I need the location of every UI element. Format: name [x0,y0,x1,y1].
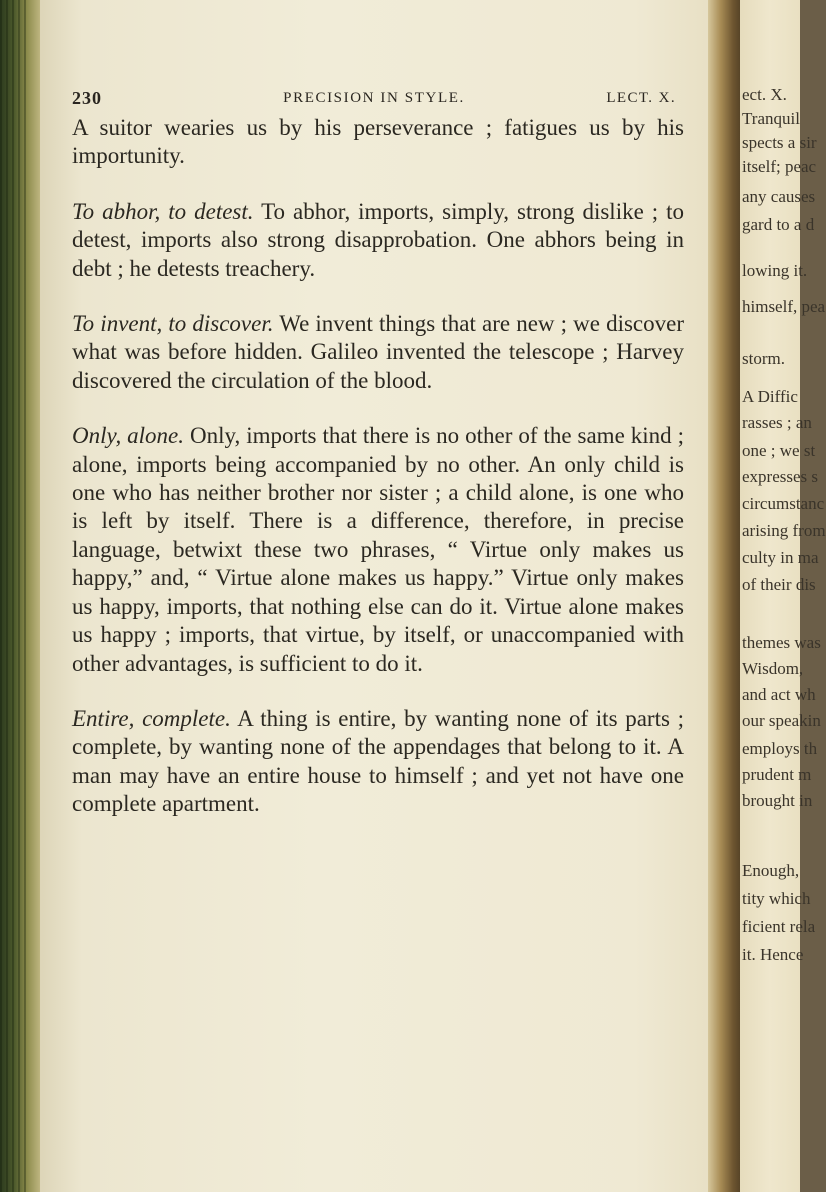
facing-fragment: rasses ; an [742,413,812,432]
facing-fragment: and act wh [742,685,816,704]
running-title: PRECISION IN STYLE. [283,90,465,106]
paragraph [72,705,684,819]
facing-fragment: Tranquil [742,109,800,128]
paragraph [72,198,684,283]
body-text [72,114,684,819]
facing-fragment: arising from [742,521,826,540]
facing-fragment: brought in [742,791,813,810]
term-heading: Entire, complete. [72,705,231,731]
paragraph [72,114,684,171]
facing-fragment: it. Hence [742,945,804,964]
lecture-number: LECT. X. [606,90,676,106]
paragraph-text: We invent things that are new ; we discover what was before hidden. Galileo invented the telescope ; Harvey discovered the circulation of the blood. [72,311,685,393]
facing-fragment: ficient rela [742,917,816,936]
facing-fragment: tity which [742,889,811,908]
facing-fragment: itself; peac [742,157,817,176]
facing-fragment: lowing it. [742,261,808,280]
facing-fragment: himself, pea [742,297,826,316]
facing-fragment: culty in ma [742,548,819,567]
facing-fragment: one ; we st [742,441,816,460]
paragraph-text: To abhor, imports, simply, strong dislike ; to detest, imports also strong disapprobation. One abhors being in debt ; he detests treachery. [72,198,685,281]
page-number: 230 [72,88,102,108]
facing-fragment: spects a sir [742,133,817,152]
page-gutter [708,0,744,1192]
facing-fragment: ect. X. [742,85,787,104]
facing-fragment: storm. [742,349,785,368]
facing-fragment: themes was [742,633,821,652]
facing-fragment: of their dis [742,575,816,594]
paragraph-text: A thing is entire, by wanting none of its parts ; complete, by wanting none of the appendages that belong to it. A man may have an entire house to himself ; and yet not have one complete apartment. [72,705,684,817]
binding-texture [0,0,30,1192]
facing-fragment: circumstanc [742,494,825,513]
facing-fragment: Wisdom, [742,659,804,678]
paragraph-text: A suitor wearies us by his perseverance ; fatigues us by his importunity. [72,115,684,169]
facing-fragment: our speakin [742,711,821,730]
facing-fragment: prudent m [742,765,812,784]
paragraph [72,310,684,395]
paragraph [72,422,684,678]
facing-fragment: any causes [742,187,816,206]
facing-fragment: expresses s [742,467,819,486]
term-heading: To invent, to discover. [72,311,274,337]
facing-fragment: employs th [742,739,818,758]
paragraph-text: Only, imports that there is no other of the same kind ; alone, imports being accompanied by no other. An only child is one who has neither brother nor sister ; a child alone, is one who is left by itself. There is a difference, therefore, in precise language, betwixt these two phrases, “ Virtue only makes us happy,” and, “ Virtue alone makes us happy.” Virtue only makes us happy, imports, that nothing else can do it. Virtue alone makes us happy ; imports, that virtue, by itself, or unaccompanied with other advantages, is sufficient to do it. [72,423,684,676]
term-heading: Only, alone. [72,423,185,449]
facing-fragment: gard to a d [742,215,815,234]
facing-fragment: A Diffic [742,387,798,406]
term-heading: To abhor, to detest. [72,198,254,224]
running-head [72,88,676,114]
facing-page-edge [740,0,826,1192]
facing-fragment: Enough, [742,861,800,880]
